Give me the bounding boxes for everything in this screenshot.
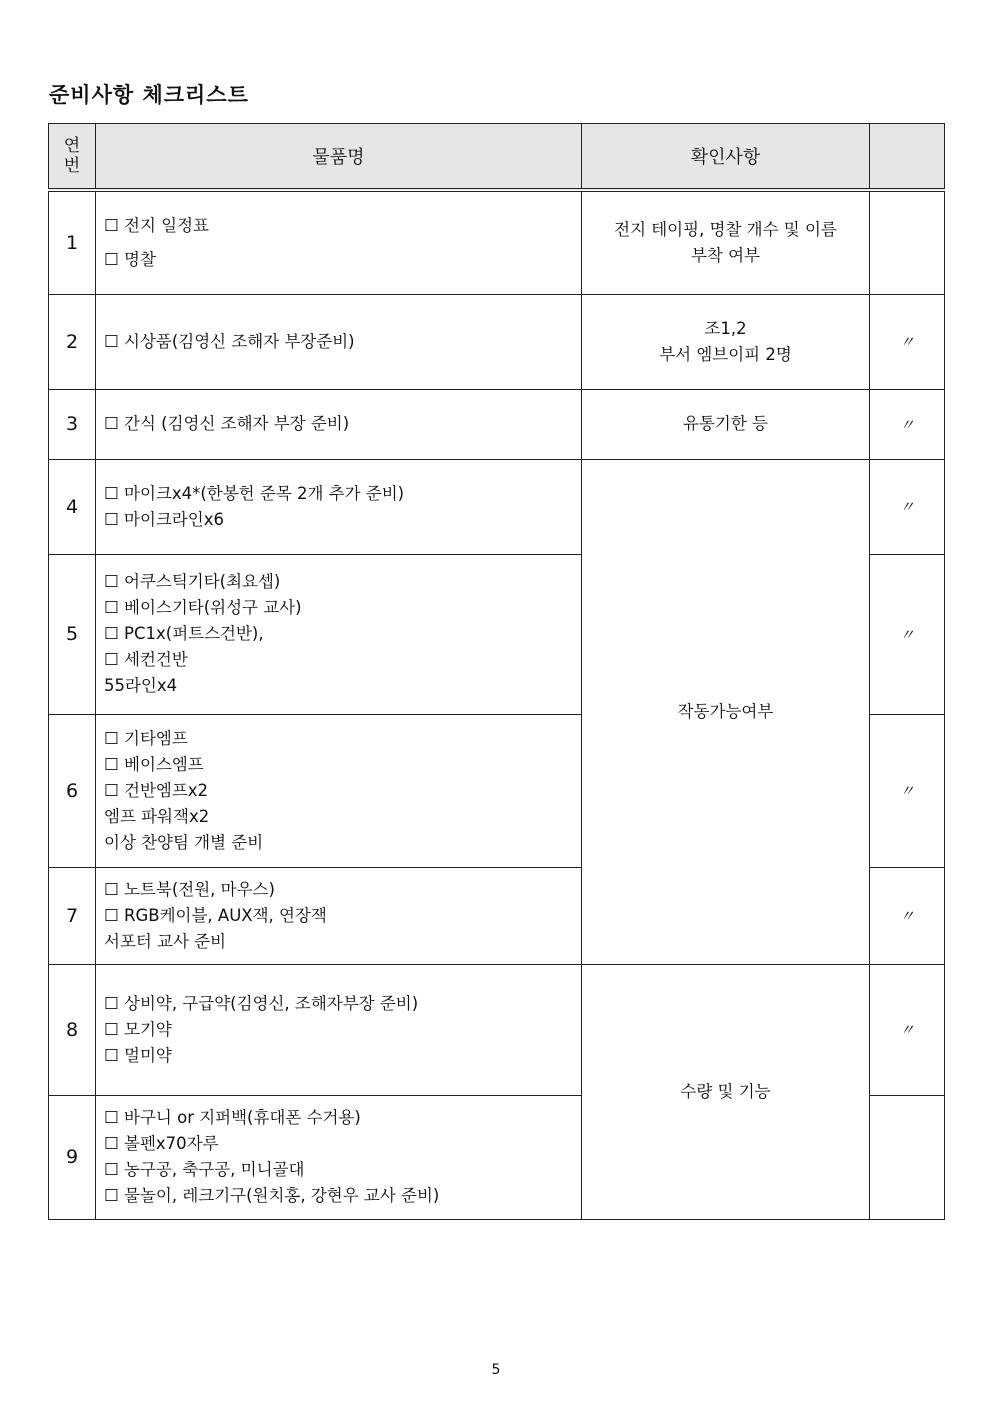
item-line: 이상 찬양팀 개별 준비 [104,832,264,852]
item-line: ☐ 마이크x4*(한봉헌 준목 2개 추가 준비) [104,483,405,503]
row-number: 4 [49,459,96,554]
header-no-char: 번 [63,156,81,176]
page-number: 5 [491,1362,501,1378]
row-confirm-merged [582,459,870,964]
confirm-line: 조1,2 [704,318,747,338]
row-items [96,1095,582,1219]
confirm-line: 유통기한 등 [683,414,768,433]
item-line: ☐ 시상품(김영신 조해자 부장준비) [104,331,355,351]
row-items [96,459,582,554]
item-line: ☐ 베이스기타(위성구 교사) [104,598,302,617]
item-line: ☐ PC1x(퍼트스건반), [104,624,264,643]
header-item: 물품명 [96,124,582,191]
table-row [49,294,945,389]
table-row [49,964,945,1095]
row-items [96,867,582,964]
table-row [49,389,945,459]
ditto-mark: 〃 [870,389,945,459]
item-line: ☐ 노트북(전원, 마우스) [104,879,275,899]
item-line: ☐ 전지 일정표 [104,215,209,235]
row-mark [870,190,945,294]
item-line: ☐ 어쿠스틱기타(최요셉) [104,572,281,591]
ditto-mark: 〃 [870,554,945,714]
row-mark [870,1095,945,1219]
confirm-line: 작동가능여부 [677,701,774,721]
item-line: ☐ 기타엠프 [104,728,188,748]
row-number: 5 [49,554,96,714]
item-line: ☐ 세컨건반 [104,650,188,669]
item-line: 엠프 파워잭x2 [104,806,210,826]
row-number: 9 [49,1095,96,1219]
item-line: ☐ 베이스엠프 [104,754,204,774]
confirm-line: 수량 및 기능 [680,1081,771,1101]
item-line: 55라인x4 [104,676,178,695]
confirm-line: 부서 엠브이피 2명 [659,344,792,364]
header-no [49,124,96,191]
item-line: ☐ 모기약 [104,1019,172,1039]
item-line: 서포터 교사 준비 [104,931,227,951]
ditto-mark: 〃 [870,964,945,1095]
item-line: ☐ 물놀이, 레크기구(원치홍, 강현우 교사 준비) [104,1186,440,1205]
confirm-line: 부착 여부 [690,245,760,265]
header-confirm: 확인사항 [582,124,870,191]
row-number: 8 [49,964,96,1095]
row-number: 6 [49,714,96,867]
row-confirm [582,190,870,294]
row-number: 2 [49,294,96,389]
row-number: 1 [49,190,96,294]
page-title: 준비사항 체크리스트 [49,83,249,107]
header-row [49,124,945,191]
row-number: 3 [49,389,96,459]
row-items [96,714,582,867]
header-mark [870,124,945,191]
item-line: ☐ 간식 (김영신 조해자 부장 준비) [104,414,350,433]
item-line: ☐ 건반엠프x2 [104,780,209,800]
checklist-table [48,123,945,1220]
row-items [96,554,582,714]
item-line: ☐ 바구니 or 지퍼백(휴대폰 수거용) [104,1108,361,1127]
header-no-char: 연 [63,136,81,156]
row-confirm [582,389,870,459]
table-row [49,459,945,554]
row-items [96,190,582,294]
item-line: ☐ 농구공, 축구공, 미니골대 [104,1160,305,1179]
row-items [96,389,582,459]
item-line: ☐ 명찰 [104,249,156,269]
item-line: ☐ 상비약, 구급약(김영신, 조해자부장 준비) [104,993,419,1013]
ditto-mark: 〃 [870,459,945,554]
ditto-mark: 〃 [870,294,945,389]
item-line: ☐ RGB케이블, AUX잭, 연장잭 [104,905,327,925]
row-items [96,964,582,1095]
confirm-line: 전지 테이핑, 명찰 개수 및 이름 [614,219,837,239]
ditto-mark: 〃 [870,867,945,964]
ditto-mark: 〃 [870,714,945,867]
row-items [96,294,582,389]
table-row [49,190,945,294]
row-confirm-merged [582,964,870,1219]
row-confirm [582,294,870,389]
item-line: ☐ 멀미약 [104,1045,172,1065]
item-line: ☐ 볼펜x70자루 [104,1134,219,1153]
row-number: 7 [49,867,96,964]
item-line: ☐ 마이크라인x6 [104,509,224,529]
header-no-text [49,136,95,176]
